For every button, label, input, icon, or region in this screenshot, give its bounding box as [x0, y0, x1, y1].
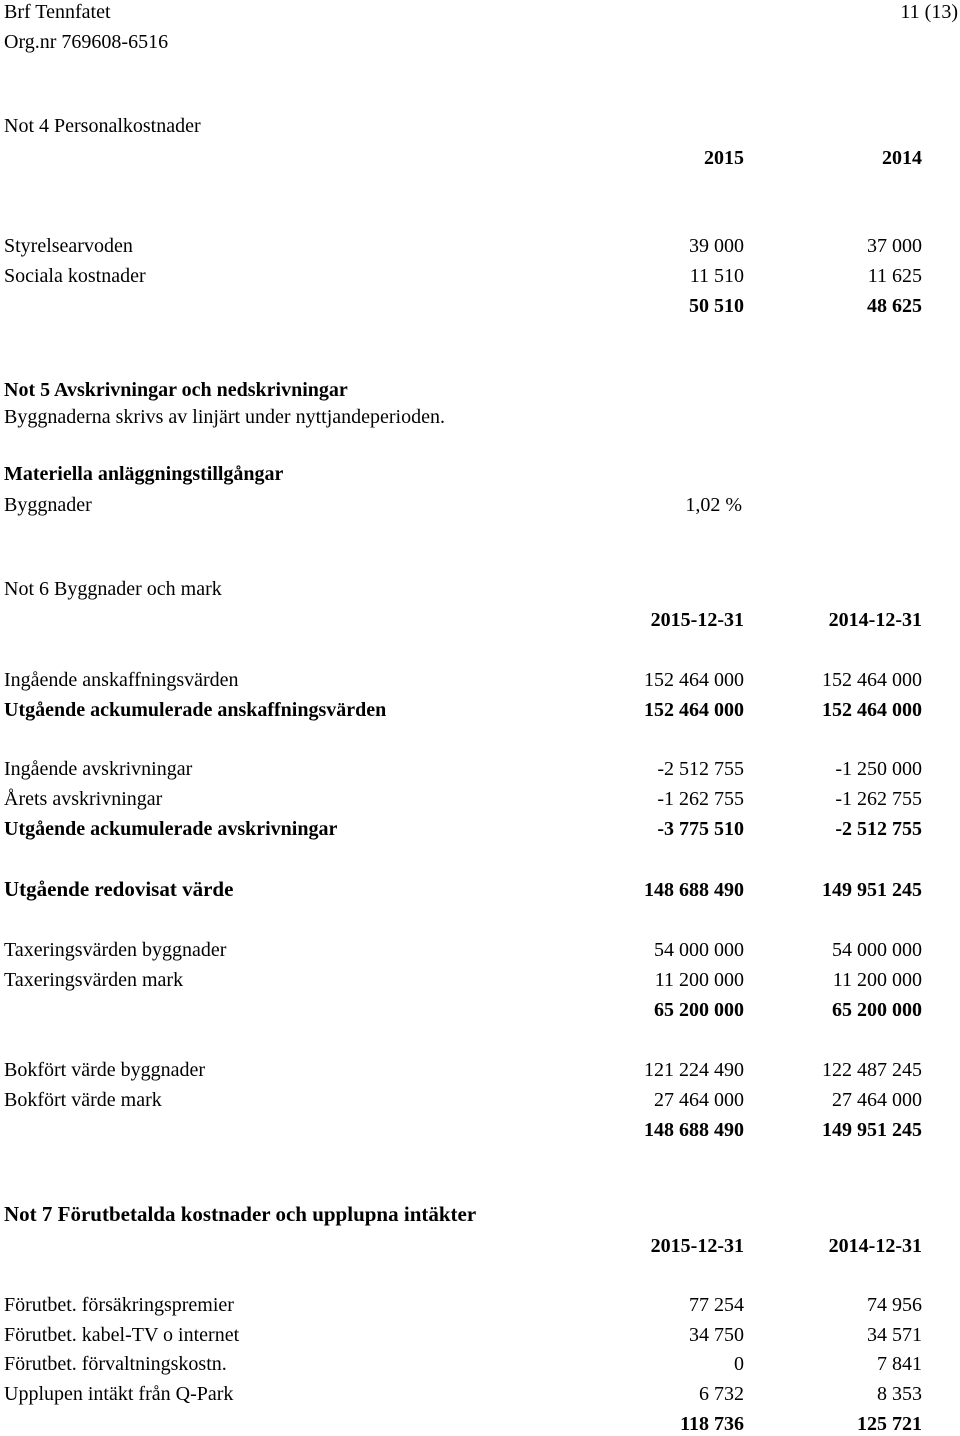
page-number: 11 (13) [900, 1, 958, 23]
not6-row-label: Ingående avskrivningar [4, 758, 193, 780]
not7-row-label: Förutbet. förvaltningskostn. [4, 1353, 227, 1375]
not7-row-value-2015: 6 732 [699, 1383, 744, 1405]
not6-row-value-2014: 27 464 000 [832, 1089, 922, 1111]
org-number: Org.nr 769608-6516 [4, 31, 169, 53]
not4-title: Not 4 Personalkostnader [4, 115, 201, 137]
not5-row-rate: 1,02 % [685, 494, 742, 516]
org-name: Brf Tennfatet [4, 1, 111, 23]
not6-row-value-2015: 152 464 000 [644, 669, 744, 691]
not5-row-label: Byggnader [4, 494, 92, 516]
not6-row-label: Bokfört värde mark [4, 1089, 162, 1111]
not4-total-2015: 50 510 [689, 295, 744, 317]
not7-title: Not 7 Förutbetalda kostnader och upplupna intäkter [4, 1202, 477, 1226]
not6-row-value-2015: 27 464 000 [654, 1089, 744, 1111]
not6-row-value-2014: -1 262 755 [835, 788, 922, 810]
not7-row-label: Förutbet. försäkringspremier [4, 1294, 234, 1316]
not6-redovisat-label: Utgående redovisat värde [4, 877, 234, 901]
not6-row-value-2014: 122 487 245 [822, 1059, 922, 1081]
not6-redovisat-2015: 148 688 490 [644, 879, 744, 901]
not6-row-label: Ingående anskaffningsvärden [4, 669, 239, 691]
not7-date-2014: 2014-12-31 [828, 1235, 922, 1257]
not5-text: Byggnaderna skrivs av linjärt under nyttjandeperioden. [4, 406, 445, 428]
not6-tax-total-2015: 65 200 000 [654, 999, 744, 1021]
not6-row-value-2014: 11 200 000 [832, 969, 922, 991]
not5-subtitle: Materiella anläggningstillgångar [4, 463, 284, 485]
not7-date-2015: 2015-12-31 [650, 1235, 744, 1257]
not4-row-value-2014: 11 625 [867, 265, 922, 287]
not4-year-2014: 2014 [882, 147, 922, 169]
not5-title: Not 5 Avskrivningar och nedskrivningar [4, 379, 348, 401]
not7-row-value-2014: 7 841 [877, 1353, 922, 1375]
not7-row-value-2015: 0 [734, 1353, 744, 1375]
not7-row-label: Förutbet. kabel-TV o internet [4, 1324, 240, 1346]
not6-date-2014: 2014-12-31 [828, 609, 922, 631]
not6-row-value-2014: 152 464 000 [822, 669, 922, 691]
not6-row-value-2015: 11 200 000 [654, 969, 744, 991]
not6-row-value-2015: 121 224 490 [644, 1059, 744, 1081]
not6-row-label: Taxeringsvärden byggnader [4, 939, 227, 961]
not6-row-label: Utgående ackumulerade anskaffningsvärden [4, 699, 387, 721]
not7-row-value-2015: 34 750 [689, 1324, 744, 1346]
not6-row-value-2014: -2 512 755 [835, 818, 922, 840]
not6-bokfort-total-2014: 149 951 245 [822, 1119, 922, 1141]
not7-row-label: Upplupen intäkt från Q-Park [4, 1383, 234, 1405]
not4-row-label: Sociala kostnader [4, 265, 146, 287]
not6-row-value-2014: 152 464 000 [822, 699, 922, 721]
not6-row-label: Utgående ackumulerade avskrivningar [4, 818, 338, 840]
not6-row-value-2015: 152 464 000 [644, 699, 744, 721]
not4-row-value-2015: 39 000 [689, 235, 744, 257]
not6-row-value-2015: -3 775 510 [657, 818, 744, 840]
not6-tax-total-2014: 65 200 000 [832, 999, 922, 1021]
not6-row-label: Bokfört värde byggnader [4, 1059, 206, 1081]
not6-row-value-2015: -2 512 755 [657, 758, 744, 780]
not7-row-value-2014: 74 956 [867, 1294, 922, 1316]
not6-row-value-2015: -1 262 755 [657, 788, 744, 810]
not6-bokfort-total-2015: 148 688 490 [644, 1119, 744, 1141]
not4-row-value-2015: 11 510 [689, 265, 744, 287]
not6-title: Not 6 Byggnader och mark [4, 578, 222, 600]
not6-date-2015: 2015-12-31 [650, 609, 744, 631]
not6-row-label: Årets avskrivningar [4, 788, 163, 810]
not7-row-value-2014: 34 571 [867, 1324, 922, 1346]
not6-row-value-2014: -1 250 000 [835, 758, 922, 780]
not7-total-2014: 125 721 [857, 1413, 922, 1435]
not7-row-value-2014: 8 353 [877, 1383, 922, 1405]
not4-row-label: Styrelsearvoden [4, 235, 133, 257]
not6-row-value-2015: 54 000 000 [654, 939, 744, 961]
not7-row-value-2015: 77 254 [689, 1294, 744, 1316]
not6-row-label: Taxeringsvärden mark [4, 969, 184, 991]
not7-total-2015: 118 736 [680, 1413, 744, 1435]
not4-total-2014: 48 625 [867, 295, 922, 317]
not4-year-2015: 2015 [704, 147, 744, 169]
not6-row-value-2014: 54 000 000 [832, 939, 922, 961]
not6-redovisat-2014: 149 951 245 [822, 879, 922, 901]
not4-row-value-2014: 37 000 [867, 235, 922, 257]
